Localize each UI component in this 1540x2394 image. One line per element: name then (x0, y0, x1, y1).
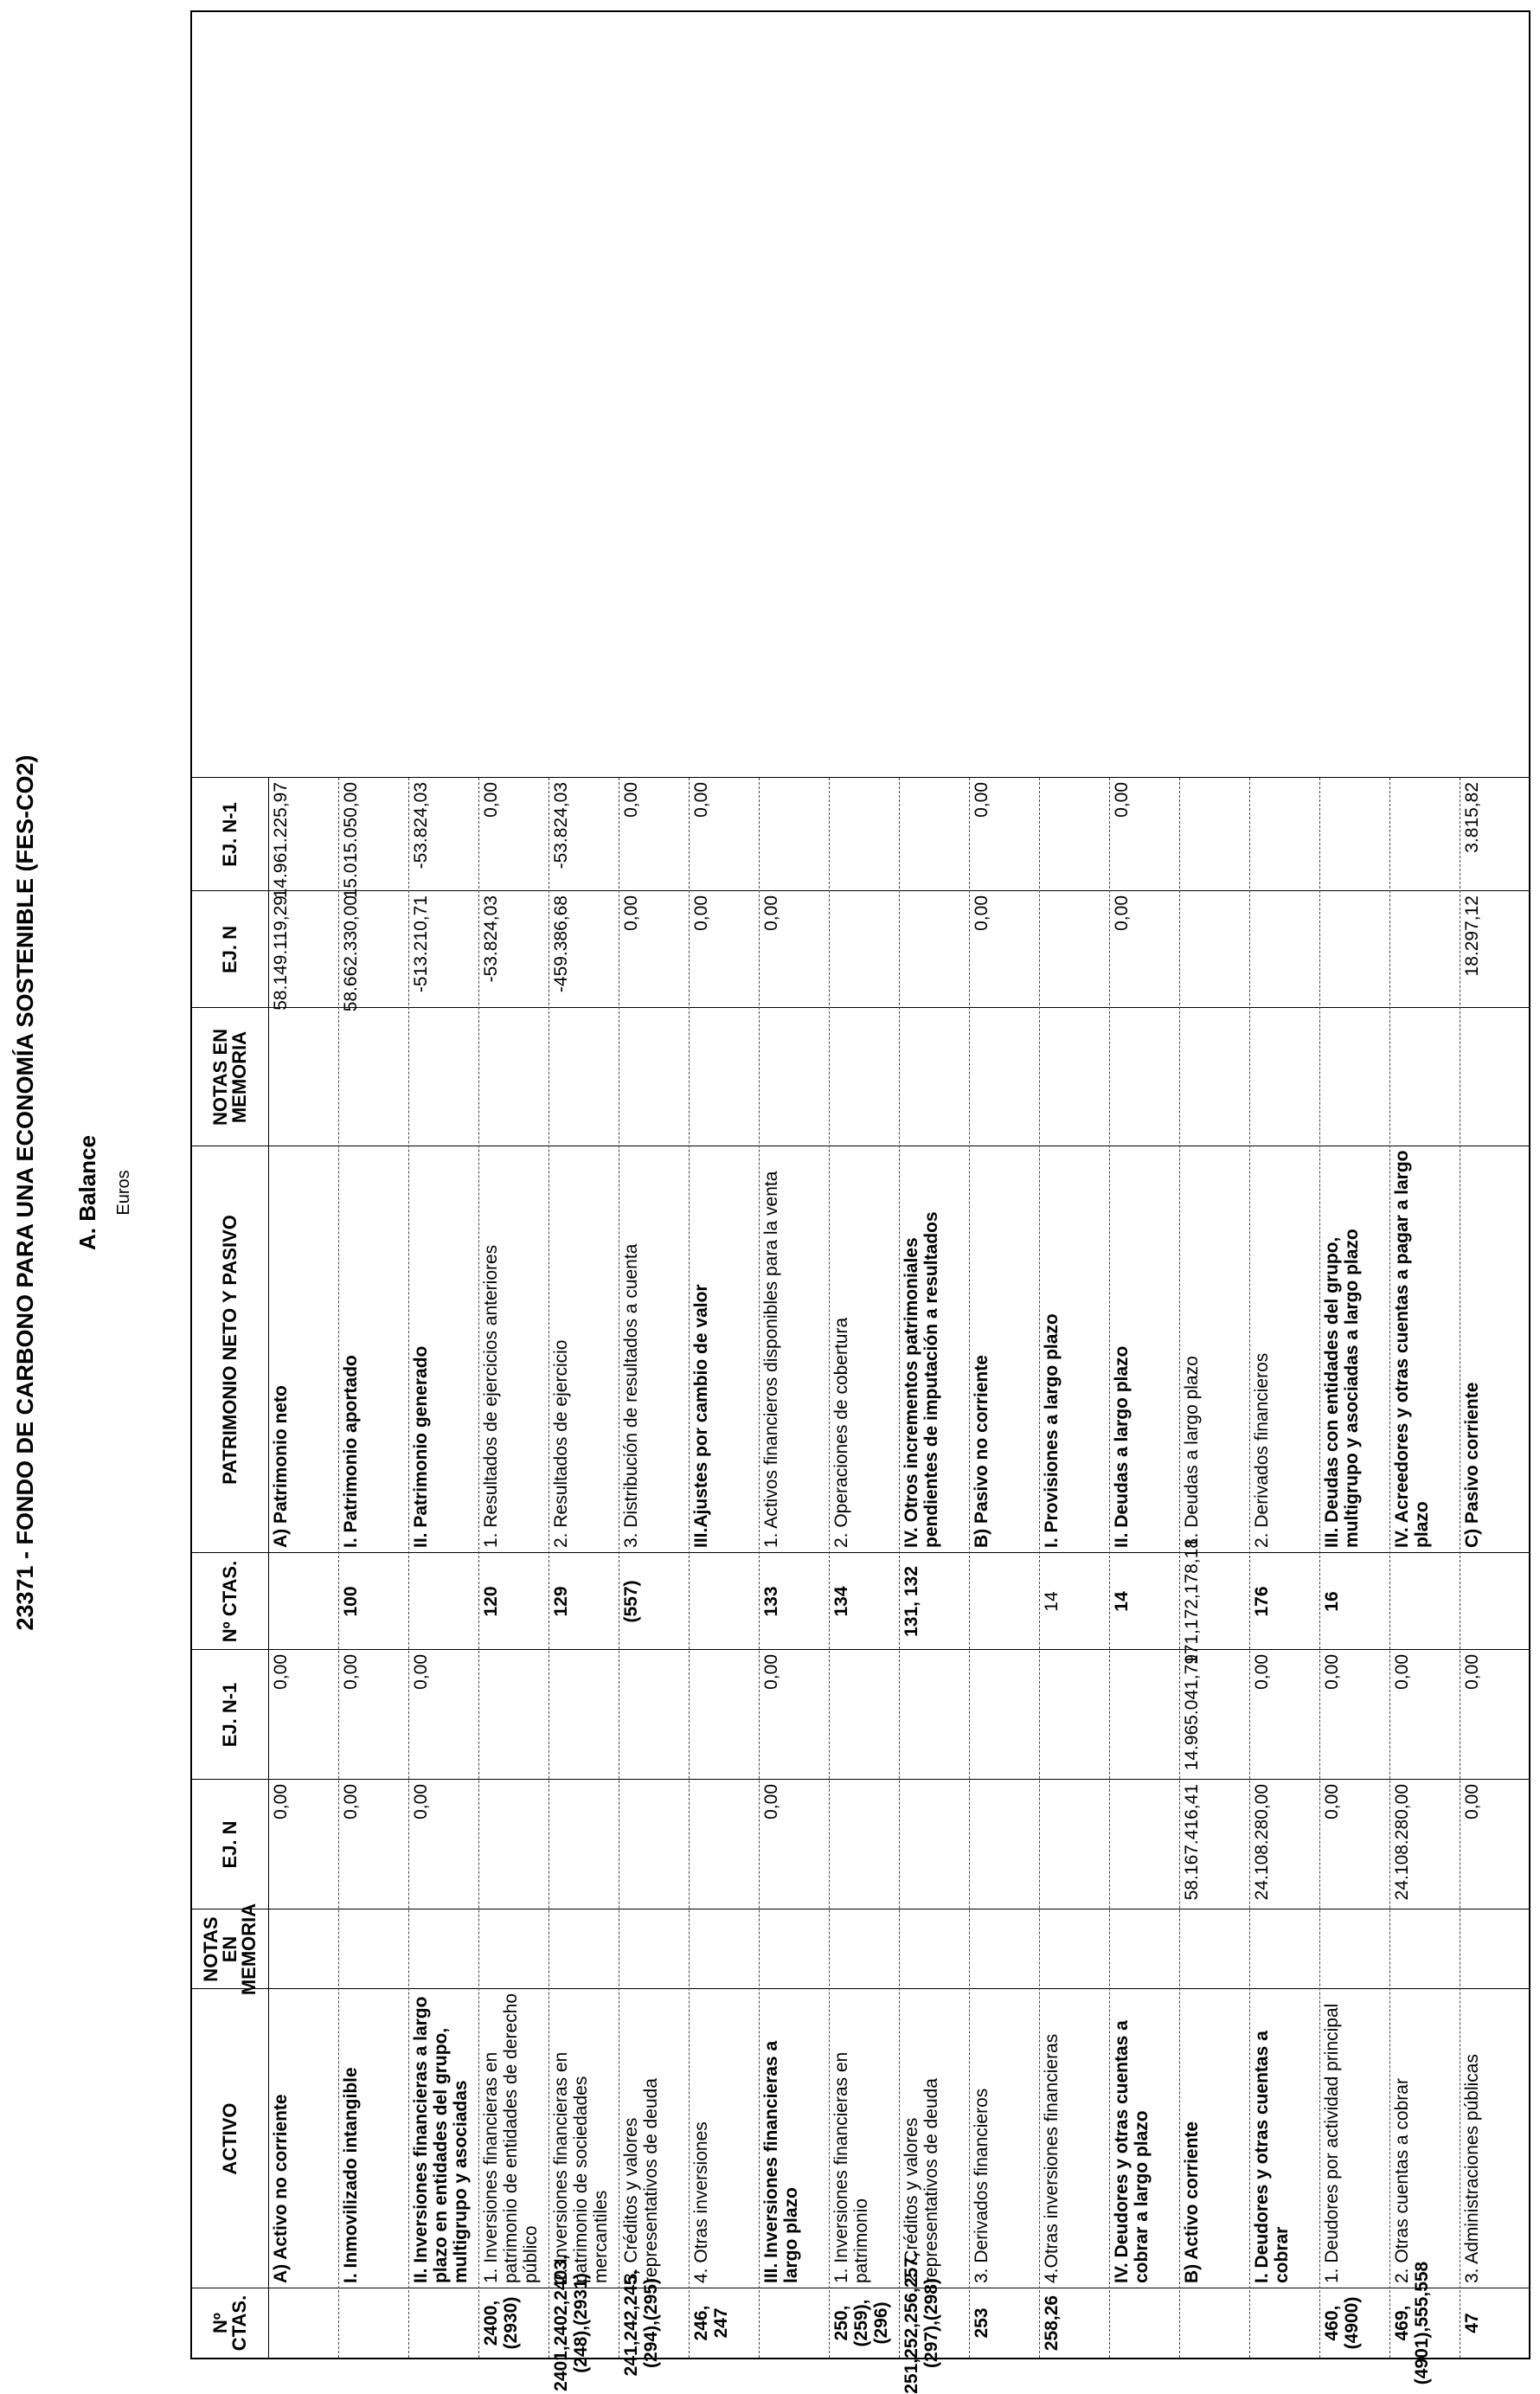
activo-ej-n: 0,00 (1322, 1784, 1342, 1820)
activo-ctas: 246, 247 (691, 2305, 731, 2341)
pasivo-label: B) Pasivo no corriente (972, 1355, 991, 1548)
pasivo-ej-n1 (1389, 778, 1460, 891)
pasivo-ctas (969, 1553, 1039, 1650)
activo-ej-n (1109, 1780, 1179, 1909)
activo-ctas (408, 2288, 478, 2358)
header-ej-n1-pasivo: EJ. N-1 (219, 802, 241, 867)
activo-ej-n1: 0,00 (411, 1654, 431, 1690)
pasivo-label: I. Provisiones a largo plazo (1042, 1313, 1062, 1548)
activo-ctas: 253 (972, 2307, 991, 2339)
activo-label: I. Deudores y otras cuentas a cobrar (1252, 2031, 1292, 2283)
activo-ej-n1 (969, 1650, 1039, 1780)
activo-ej-n: 0,00 (271, 1784, 291, 1820)
pasivo-label: I. Patrimonio aportado (341, 1355, 361, 1548)
pasivo-ej-n1: 3.815,82 (1462, 782, 1482, 853)
activo-label: 2. Otras cuentas a cobrar (1392, 2078, 1412, 2283)
pasivo-label: III. Deudas con entidades del grupo, multigrupo y asociadas a largo plazo (1322, 1229, 1362, 1548)
activo-label: IV. Deudores y otras cuentas a cobrar a largo plazo (1112, 2020, 1152, 2283)
pasivo-ej-n: 0,00 (1112, 895, 1132, 931)
pasivo-ej-n1: -53.824,03 (551, 782, 571, 870)
activo-ej-n: 24.108.280,00 (1392, 1784, 1412, 1901)
pasivo-ctas: 134 (831, 1586, 851, 1617)
activo-ej-n (549, 1780, 619, 1909)
activo-ej-n1: 0,00 (761, 1654, 781, 1690)
activo-ctas: 460,(4900) (1322, 2296, 1362, 2350)
activo-ej-n (689, 1780, 759, 1909)
activo-ctas (1179, 2288, 1249, 2358)
pasivo-label: IV. Acreedores y otras cuentas a pagar a largo plazo (1392, 1150, 1432, 1548)
activo-label: 3. Derivados financieros (972, 2088, 991, 2283)
pasivo-label: III.Ajustes por cambio de valor (691, 1284, 711, 1548)
pasivo-ctas (408, 1553, 478, 1650)
activo-label: 3. Créditos y valores representativos de deuda (621, 2078, 661, 2283)
activo-ctas: 2400,(2930) (481, 2296, 521, 2350)
activo-ej-n1: 0,00 (1252, 1654, 1272, 1690)
pasivo-ej-n1 (1319, 778, 1389, 891)
activo-label: B) Activo corriente (1182, 2121, 1202, 2283)
activo-ej-n1: 0,00 (1322, 1654, 1342, 1690)
activo-ej-n: 0,00 (411, 1784, 431, 1820)
pasivo-ej-n1: -53.824,03 (411, 782, 431, 870)
header-ej-n1: EJ. N-1 (219, 1682, 241, 1748)
pasivo-label: II. Patrimonio generado (411, 1345, 431, 1548)
header-pasivo: PATRIMONIO NETO Y PASIVO (219, 1215, 241, 1485)
activo-ctas: 250,(259),(296) (831, 2299, 891, 2347)
activo-ej-n1: 0,00 (271, 1654, 291, 1690)
pasivo-label: A) Patrimonio neto (271, 1385, 291, 1548)
pasivo-label: 1. Activos financieros disponibles para la venta (761, 1171, 781, 1548)
activo-label: 4.Otras inversiones financieras (1042, 2033, 1062, 2283)
pasivo-ej-n1 (829, 778, 899, 891)
activo-label: A) Activo no corriente (271, 2094, 291, 2283)
pasivo-ej-n: 58.662.330,00 (341, 895, 361, 1012)
activo-ej-n1: 0,00 (341, 1654, 361, 1690)
activo-label: 4. Otras inversiones (691, 2121, 711, 2283)
pasivo-ctas: 129 (551, 1586, 571, 1617)
pasivo-ctas: 176 (1252, 1586, 1272, 1617)
pasivo-ej-n1: 15.015.050,00 (341, 782, 361, 899)
pasivo-ej-n: 0,00 (691, 895, 711, 931)
activo-label: 2. Créditos y valores representativos de deuda (902, 2078, 941, 2283)
pasivo-ctas (1460, 1553, 1530, 1650)
pasivo-label: II. Deudas a largo plazo (1112, 1345, 1132, 1548)
activo-ej-n1 (478, 1650, 549, 1780)
activo-ej-n: 58.167.416,41 (1182, 1784, 1202, 1901)
pasivo-ej-n (1249, 891, 1319, 1008)
activo-ej-n (619, 1780, 689, 1909)
pasivo-ej-n: -53.824,03 (481, 895, 501, 983)
pasivo-ej-n1 (899, 778, 969, 891)
activo-label: II. Inversiones financieras a largo plazo en entidades del grupo, multigrupo y asociadas (411, 1996, 471, 2283)
activo-ej-n (478, 1780, 549, 1909)
pasivo-ctas: 14 (1042, 1591, 1062, 1612)
activo-ej-n: 0,00 (341, 1784, 361, 1820)
activo-ctas: 469,(4901),555,558 (1392, 2261, 1432, 2385)
pasivo-ctas: 171,172,178,18 (1182, 1538, 1202, 1665)
activo-ej-n (1039, 1780, 1109, 1909)
pasivo-ej-n1: 14.961.225,97 (271, 782, 291, 899)
pasivo-ctas (268, 1553, 338, 1650)
activo-ej-n1: 0,00 (1392, 1654, 1412, 1690)
pasivo-ctas: 100 (341, 1586, 361, 1617)
pasivo-label: IV. Otros incrementos patrimoniales pendientes de imputación a resultados (902, 1211, 941, 1548)
activo-ctas (338, 2288, 408, 2358)
header-ej-n-pasivo: EJ. N (219, 925, 241, 974)
activo-label: 1. Deudores por actividad principal (1322, 2003, 1342, 2283)
pasivo-ej-n1: 0,00 (972, 782, 991, 818)
pasivo-ej-n1 (759, 778, 829, 891)
activo-ctas (268, 2288, 338, 2358)
activo-ctas: 241,242,245,(294),(295) (621, 2269, 661, 2377)
activo-ej-n1 (549, 1650, 619, 1780)
activo-ej-n1: 14.965.041,79 (1182, 1654, 1202, 1771)
pasivo-ej-n1: 0,00 (621, 782, 641, 818)
pasivo-ej-n (899, 891, 969, 1008)
pasivo-ej-n (1179, 891, 1249, 1008)
activo-ej-n (969, 1780, 1039, 1909)
header-ctas-pasivo: Nº CTAS. (219, 1560, 241, 1643)
pasivo-ctas (689, 1553, 759, 1650)
pasivo-ej-n: 0,00 (972, 895, 991, 931)
pasivo-label: 1. Deudas a largo plazo (1182, 1356, 1202, 1548)
pasivo-ej-n (1319, 891, 1389, 1008)
pasivo-ej-n1 (1179, 778, 1249, 891)
pasivo-ej-n1: 0,00 (481, 782, 501, 818)
units-label: Euros (114, 1170, 133, 1216)
header-ej-n: EJ. N (219, 1820, 241, 1869)
header-ctas: Nº CTAS. (209, 2295, 250, 2352)
pasivo-ctas: 14 (1112, 1591, 1132, 1612)
pasivo-ej-n: -513.210,71 (411, 895, 431, 993)
balance-table (190, 10, 1530, 2394)
activo-label: I. Inmovilizado intangible (341, 2067, 361, 2283)
pasivo-ej-n (1389, 891, 1460, 1008)
pasivo-ctas: (557) (621, 1580, 641, 1623)
activo-ctas: 251,252,256,257,(297),(298) (902, 2252, 941, 2394)
pasivo-ej-n1 (1249, 778, 1319, 891)
pasivo-label: 2. Derivados financieros (1252, 1352, 1272, 1548)
pasivo-ej-n (1039, 891, 1109, 1008)
activo-label: 2. Inversiones financieras en patrimonio de sociedades mercantiles (551, 2051, 611, 2283)
pasivo-ctas: 120 (481, 1586, 501, 1617)
pasivo-ej-n: -459.386,68 (551, 895, 571, 993)
pasivo-ej-n1: 0,00 (1112, 782, 1132, 818)
activo-label: 1. Inversiones financieras en patrimonio (831, 2051, 871, 2283)
activo-ctas (1109, 2288, 1179, 2358)
activo-label: 3. Administraciones públicas (1462, 2054, 1482, 2283)
activo-ej-n: 0,00 (1462, 1784, 1482, 1820)
pasivo-ctas: 133 (761, 1586, 781, 1617)
pasivo-ej-n: 18.297,12 (1462, 895, 1482, 977)
activo-ej-n: 24.108.280,00 (1252, 1784, 1272, 1901)
activo-label: 1. Inversiones financieras en patrimonio de entidades de derecho público (481, 1993, 541, 2283)
activo-ej-n1 (619, 1650, 689, 1780)
activo-ctas (1249, 2288, 1319, 2358)
activo-ej-n1 (1039, 1650, 1109, 1780)
pasivo-ej-n: 0,00 (761, 895, 781, 931)
activo-ej-n: 0,00 (761, 1784, 781, 1820)
activo-ej-n (829, 1780, 899, 1909)
pasivo-label: 1. Resultados de ejercicios anteriores (481, 1244, 501, 1548)
pasivo-ej-n: 58.149.119,29 (271, 895, 291, 1011)
pasivo-label: 3. Distribución de resultados a cuenta (621, 1243, 641, 1548)
activo-ej-n1 (829, 1650, 899, 1780)
pasivo-ej-n1: 0,00 (691, 782, 711, 818)
activo-ej-n1 (899, 1650, 969, 1780)
activo-ej-n1: 0,00 (1462, 1654, 1482, 1690)
page-title: 23371 - FONDO DE CARBONO PARA UNA ECONOMÍA SOSTENIBLE (FES-CO2) (12, 754, 38, 1631)
pasivo-ej-n1 (1039, 778, 1109, 891)
pasivo-ej-n (829, 891, 899, 1008)
activo-label: III. Inversiones financieras a largo plazo (761, 2040, 801, 2283)
pasivo-ctas: 16 (1322, 1591, 1342, 1612)
activo-ctas (759, 2288, 829, 2358)
activo-ej-n (899, 1780, 969, 1909)
activo-ej-n1 (689, 1650, 759, 1780)
pasivo-label: 2. Operaciones de cobertura (831, 1317, 851, 1548)
header-activo: ACTIVO (219, 2102, 241, 2175)
section-title: A. Balance (74, 1135, 100, 1250)
pasivo-ctas: 131, 132 (902, 1566, 921, 1637)
pasivo-ctas (1389, 1553, 1460, 1650)
pasivo-ej-n: 0,00 (621, 895, 641, 931)
activo-ctas: 47 (1462, 2313, 1482, 2333)
activo-ej-n1 (1109, 1650, 1179, 1780)
pasivo-label: C) Pasivo corriente (1462, 1382, 1482, 1548)
activo-ctas: 2401,2402,2403,(248),(2931) (551, 2255, 591, 2391)
pasivo-label: 2. Resultados de ejercicio (551, 1339, 571, 1548)
header-notas: NOTAS EN MEMORIA (200, 1903, 260, 1996)
header-notas-pasivo: NOTAS EN MEMORIA (209, 1028, 250, 1126)
activo-ctas: 258,26 (1042, 2295, 1062, 2352)
